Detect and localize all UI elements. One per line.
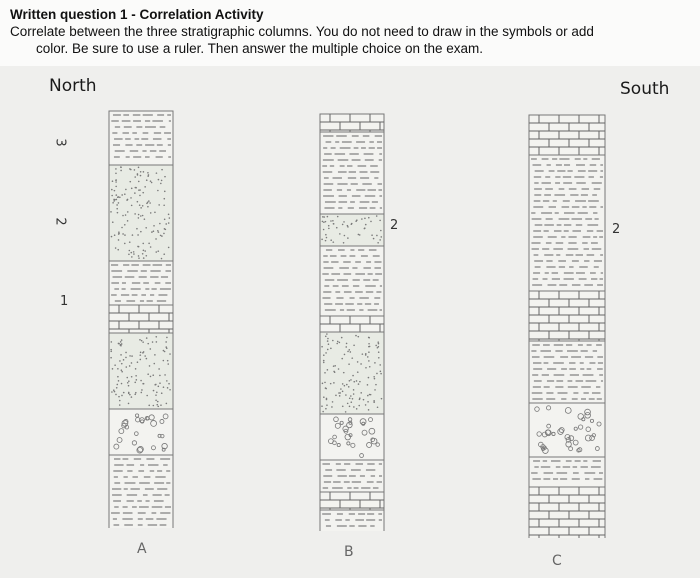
limestone-layer (320, 316, 384, 332)
column-a-label: A (137, 541, 147, 557)
shale-layer (320, 246, 384, 316)
sandstone-layer (320, 332, 384, 414)
shale-layer (320, 460, 384, 492)
limestone-layer (529, 487, 605, 538)
north-number-3: 3 (52, 138, 68, 147)
limestone-layer (320, 492, 384, 510)
question-header (0, 0, 700, 66)
sandstone-layer (109, 165, 173, 261)
column-b (319, 113, 385, 531)
north-number-1: 1 (60, 294, 69, 309)
shale-layer (529, 457, 605, 487)
column-c-unit-marker: 2 (612, 222, 621, 237)
sandstone-layer (320, 214, 384, 246)
column-c (528, 114, 608, 538)
sandstone-layer (109, 333, 173, 409)
limestone-layer (529, 291, 605, 341)
limestone-layer (109, 305, 173, 333)
limestone-layer (529, 115, 605, 155)
instruction-line-1: Correlate between the three stratigraphic columns. You do not need to draw in the symbols or add (10, 24, 594, 39)
shale-layer (529, 341, 605, 403)
shale-layer (320, 132, 384, 214)
instruction-line-2: color. Be sure to use a ruler. Then answer the multiple choice on the exam. (36, 41, 483, 56)
north-label: North (49, 76, 97, 96)
south-label: South (620, 79, 670, 99)
shale-layer (529, 155, 605, 291)
shale-layer (109, 261, 173, 305)
question-title: Written question 1 - Correlation Activity (10, 7, 264, 22)
limestone-layer (320, 114, 384, 132)
column-b-unit-marker: 2 (390, 218, 399, 233)
conglomerate-layer (320, 414, 384, 460)
column-a (108, 110, 174, 528)
conglomerate-layer (109, 409, 173, 455)
shale-layer (320, 510, 384, 531)
shale-layer (109, 111, 173, 165)
column-b-label: B (344, 544, 354, 560)
shale-layer (109, 455, 173, 528)
conglomerate-layer (529, 403, 605, 457)
column-c-label: C (552, 553, 562, 569)
north-number-2: 2 (52, 217, 68, 226)
